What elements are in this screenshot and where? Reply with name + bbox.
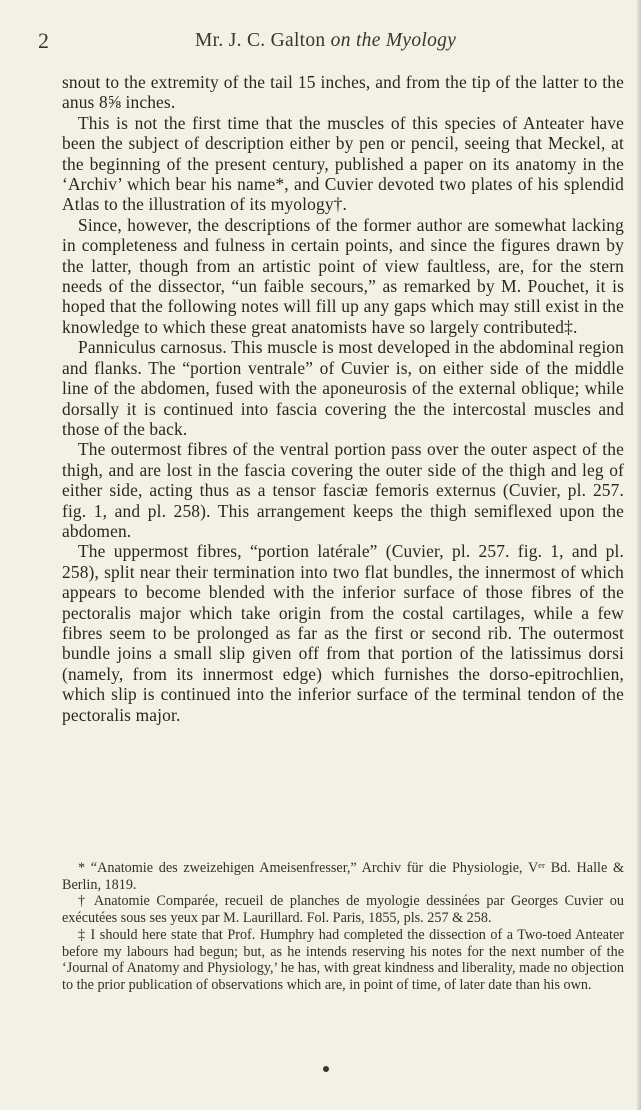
running-head-author: Mr. J. C. Galton <box>195 30 331 51</box>
running-head-title: the Myology <box>350 30 457 51</box>
running-head <box>195 30 456 52</box>
paragraph-2: This is not the first time that the muscles of this species of Anteater have been the subject of description either by pen or pencil, seeing that Meckel, at the beginning of the present century, published a paper on its anatomy in the ‘Archiv’ which bear his name*, and Cuvier devoted two plates of his splendid Atlas to the illustration of its myology†. <box>62 112 624 215</box>
footnote-3: ‡ I should here state that Prof. Humphry had completed the dissection of a Two-toed Anteater before my labours had begun; but, as he intends reserving his notes for the next number of the ‘Journal of Anatomy and Physiology,’ he has, with great kindness and liberality, made no objection to the prior publication of observations which are, in point of time, of later date than his own. <box>62 926 624 993</box>
paragraph-3: Since, however, the descriptions of the former author are somewhat lacking in completeness and fulness in certain points, and since the figures drawn by the latter, though from an artistic point of view faultless, are, for the stern needs of the dissector, “un faible secours,” as remarked by M. Pouchet, it is hoped that the following notes will fill up any gaps which may still exist in the knowledge to which these great anatomists have so largely contributed‡. <box>62 214 624 337</box>
paragraph-5: The outermost fibres of the ventral portion pass over the outer aspect of the thigh, and are lost in the fascia covering the outer side of the thigh and leg of either side, acting thus as a tensor fasciæ femoris externus (Cuvier, pl. 257. fig. 1, and pl. 258). This arrangement keeps the thigh semiflexed upon the abdomen. <box>62 439 624 541</box>
page-header <box>38 28 625 58</box>
paragraph-4: Panniculus carnosus. This muscle is most developed in the abdominal region and flanks. The “portion ventrale” of Cuvier is, on either side of the middle line of the abdomen, fused with the aponeurosis of the external oblique; while dorsally it is continued into fascia covering the the intercostal muscles and those of the back. <box>62 337 624 439</box>
page-edge <box>637 0 641 1110</box>
body-text <box>62 72 624 725</box>
paragraph-1: snout to the extremity of the tail 15 inches, and from the tip of the latter to the anus 8⅝ inches. <box>62 72 624 113</box>
footnotes <box>62 860 624 994</box>
page-number: 2 <box>38 28 49 53</box>
footnote-1: * “Anatomie des zweizehigen Ameisenfresser,” Archiv für die Physiologie, Vᵉʳ Bd. Halle & Berlin, 1819. <box>62 860 624 893</box>
ink-spot <box>323 1066 329 1072</box>
running-head-on: on <box>330 30 351 51</box>
footnote-2: † Anatomie Comparée, recueil de planches de myologie dessinées par Georges Cuvier ou exécutées sous ses yeux par M. Laurillard. Fol. Paris, 1855, pls. 257 & 258. <box>62 893 624 927</box>
paragraph-6: The uppermost fibres, “portion latérale” (Cuvier, pl. 257. fig. 1, and pl. 258), split near their termination into two flat bundles, the innermost of which appears to become blended with the inferior surface of those fibres of the pectoralis major which take origin from the costal cartilages, while a few fibres seem to be prolonged as far as the first or second rib. The outermost bundle joins a small slip given off from that portion of the latissimus dorsi (namely, from its innermost edge) which furnishes the dorso-epitrochlien, which slip is continued into the inferior surface of the terminal tendon of the pectoralis major. <box>62 541 624 725</box>
